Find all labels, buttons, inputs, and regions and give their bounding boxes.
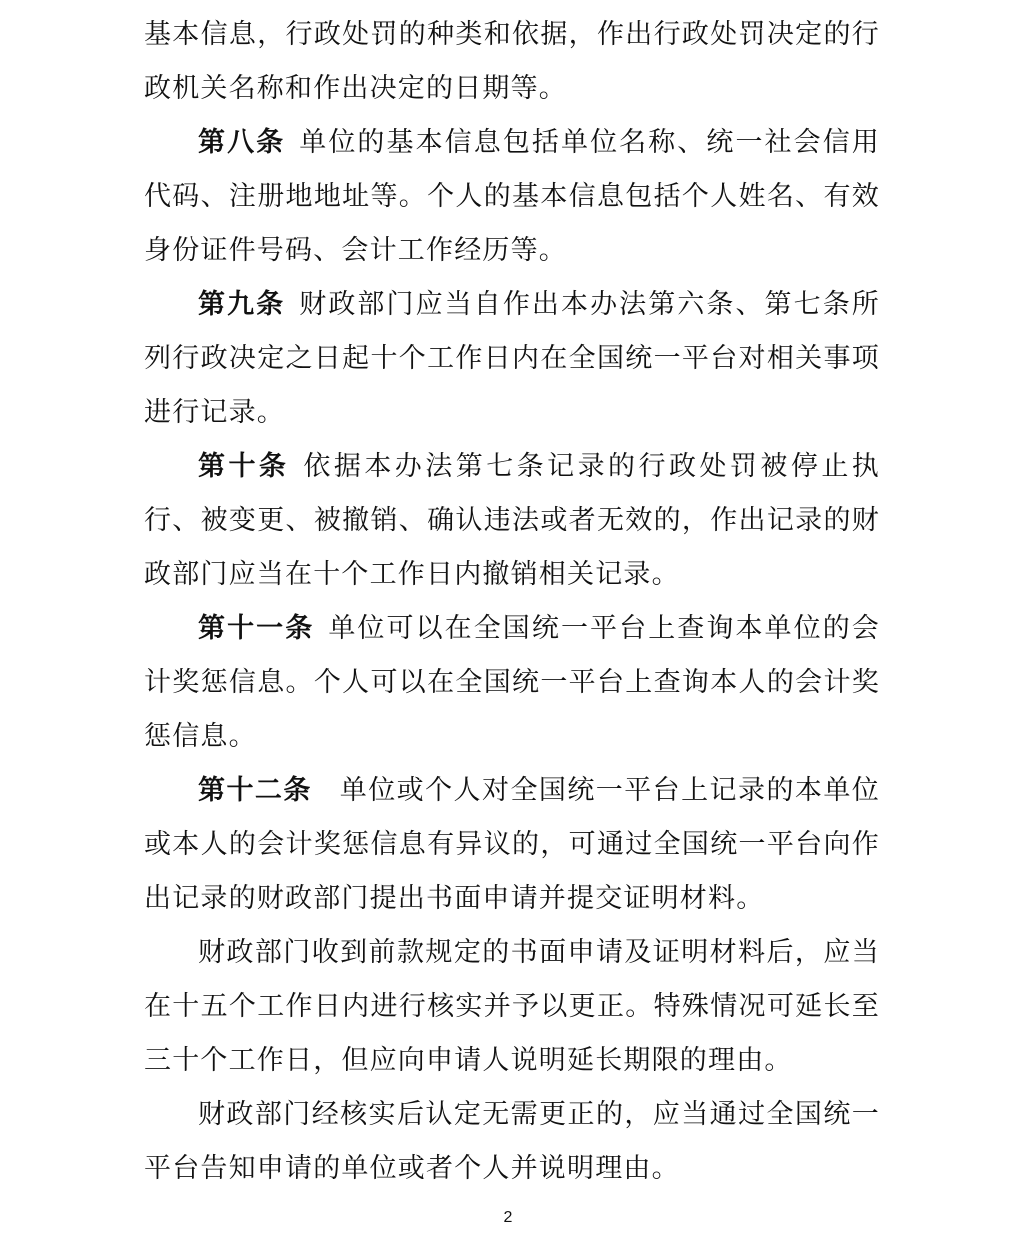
article-heading: 第十一条 <box>198 613 315 644</box>
paragraph-text: 财政部门经核实后认定无需更正的，应当通过全国统一平台告知申请的单位或者个人并说明理由。 <box>144 1099 880 1184</box>
article-heading: 第十二条 <box>198 775 312 806</box>
page-number: 2 <box>503 1209 513 1226</box>
article-11 <box>144 602 880 764</box>
paragraph-text: 基本信息，行政处罚的种类和依据，作出行政处罚决定的行政机关名称和作出决定的日期等。 <box>144 19 880 104</box>
article-text: 单位或个人对全国统一平台上记录的本单位或本人的会计奖惩信息有异议的，可通过全国统一平台向作出记录的财政部门提出书面申请并提交证明材料。 <box>144 775 880 914</box>
article-text: 单位的基本信息包括单位名称、统一社会信用代码、注册地地址等。个人的基本信息包括个人姓名、有效身份证件号码、会计工作经历等。 <box>144 127 880 266</box>
document-page <box>144 8 880 1196</box>
paragraph-continuation <box>144 8 880 116</box>
article-text: 财政部门应当自作出本办法第六条、第七条所列行政决定之日起十个工作日内在全国统一平台对相关事项进行记录。 <box>144 289 880 428</box>
article-12-paragraph-3 <box>144 1088 880 1196</box>
article-12-paragraph-2 <box>144 926 880 1088</box>
article-text: 单位可以在全国统一平台上查询本单位的会计奖惩信息。个人可以在全国统一平台上查询本人的会计奖惩信息。 <box>144 613 880 752</box>
article-heading: 第八条 <box>198 127 286 158</box>
article-10 <box>144 440 880 602</box>
article-8 <box>144 116 880 278</box>
article-heading: 第九条 <box>198 289 286 320</box>
article-text: 依据本办法第七条记录的行政处罚被停止执行、被变更、被撤销、确认违法或者无效的，作出记录的财政部门应当在十个工作日内撤销相关记录。 <box>144 451 880 590</box>
article-heading: 第十条 <box>198 451 290 482</box>
paragraph-text: 财政部门收到前款规定的书面申请及证明材料后，应当在十五个工作日内进行核实并予以更正。特殊情况可延长至三十个工作日，但应向申请人说明延长期限的理由。 <box>144 937 880 1076</box>
article-9 <box>144 278 880 440</box>
article-12 <box>144 764 880 926</box>
